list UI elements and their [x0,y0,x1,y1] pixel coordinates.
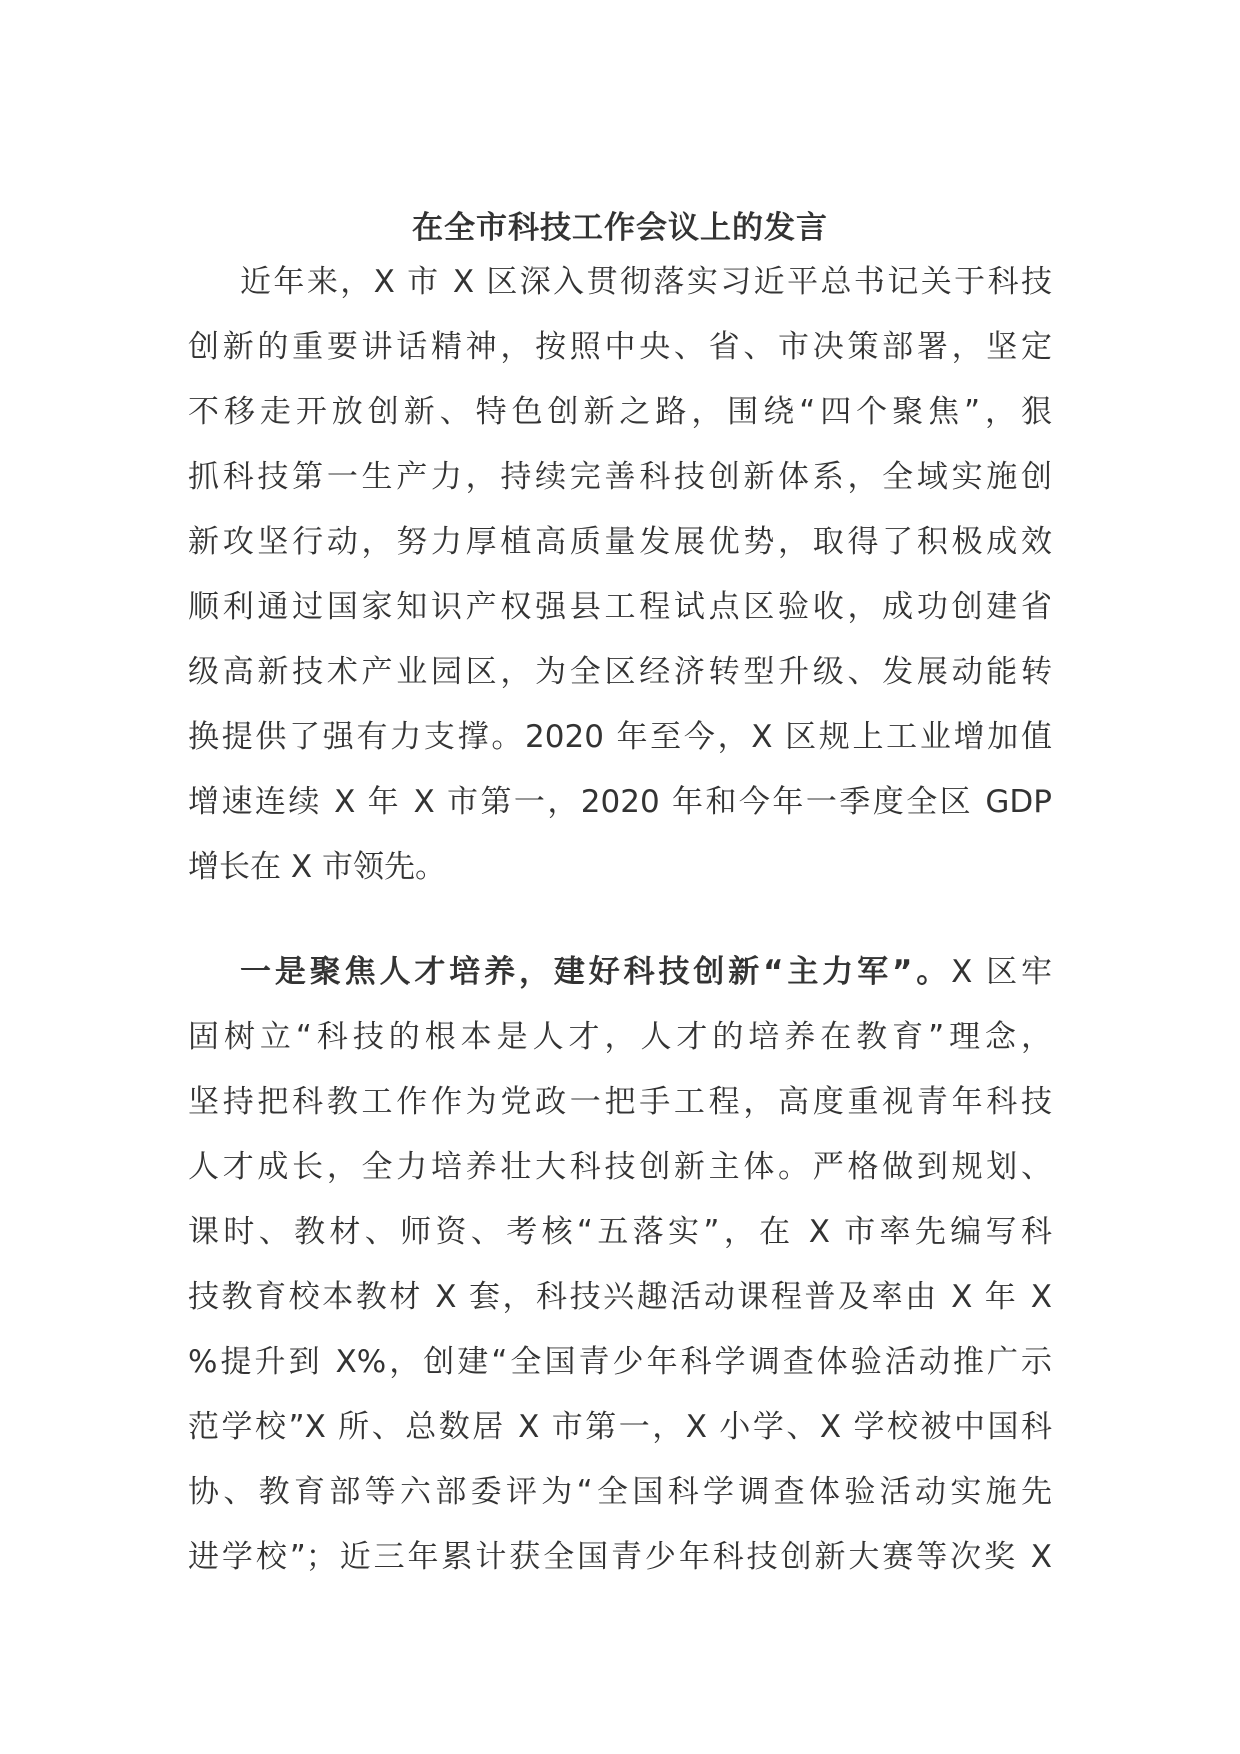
paragraph-intro [188,250,1052,900]
paragraph-line: 人才成长，全力培养壮大科技创新主体。严格做到规划、 [188,1149,1052,1185]
paragraph-lead: 一是聚焦人才培养，建好科技创新“主力军”。 [240,954,952,990]
paragraph-line: 增速连续 X 年 X 市第一，2020 年和今年一季度全区 GDP [188,784,1052,820]
paragraph-line: 不移走开放创新、特色创新之路，围绕“四个聚焦”，狠 [188,394,1052,430]
paragraph-line: 坚持把科教工作作为党政一把手工程，高度重视青年科技 [188,1084,1052,1120]
paragraph-line: 创新的重要讲话精神，按照中央、省、市决策部署，坚定 [188,329,1052,365]
paragraph-line: 范学校”X 所、总数居 X 市第一，X 小学、X 学校被中国科 [188,1409,1052,1445]
paragraph-line: 增长在 X 市领先。 [188,849,446,885]
paragraph-line: 近年来，X 市 X 区深入贯彻落实习近平总书记关于科技 [240,264,1052,300]
paragraph-line: 新攻坚行动，努力厚植高质量发展优势，取得了积极成效 [188,524,1052,560]
paragraph-line: 抓科技第一生产力，持续完善科技创新体系，全域实施创 [188,459,1052,495]
paragraph-talent [188,940,1052,1590]
paragraph-line: 进学校”；近三年累计获全国青少年科技创新大赛等次奖 X [188,1539,1052,1575]
paragraph-line: 固树立“科技的根本是人才，人才的培养在教育”理念， [188,1019,1052,1055]
paragraph-line: 级高新技术产业园区，为全区经济转型升级、发展动能转 [188,654,1052,690]
paragraph-line [188,940,1052,1005]
paragraph-line: 协、教育部等六部委评为“全国科学调查体验活动实施先 [188,1474,1052,1510]
paragraph-line-text: X 区牢 [951,954,1052,990]
paragraph-line: 换提供了强有力支撑。2020 年至今，X 区规上工业增加值 [188,719,1052,755]
paragraph-line: 技教育校本教材 X 套，科技兴趣活动课程普及率由 X 年 X [188,1279,1052,1315]
paragraph-line: 课时、教材、师资、考核“五落实”，在 X 市率先编写科 [188,1214,1052,1250]
paragraph-line: %提升到 X%，创建“全国青少年科学调查体验活动推广示 [188,1344,1052,1380]
document-title: 在全市科技工作会议上的发言 [412,210,828,246]
paragraph-line: 顺利通过国家知识产权强县工程试点区验收，成功创建省 [188,589,1052,625]
